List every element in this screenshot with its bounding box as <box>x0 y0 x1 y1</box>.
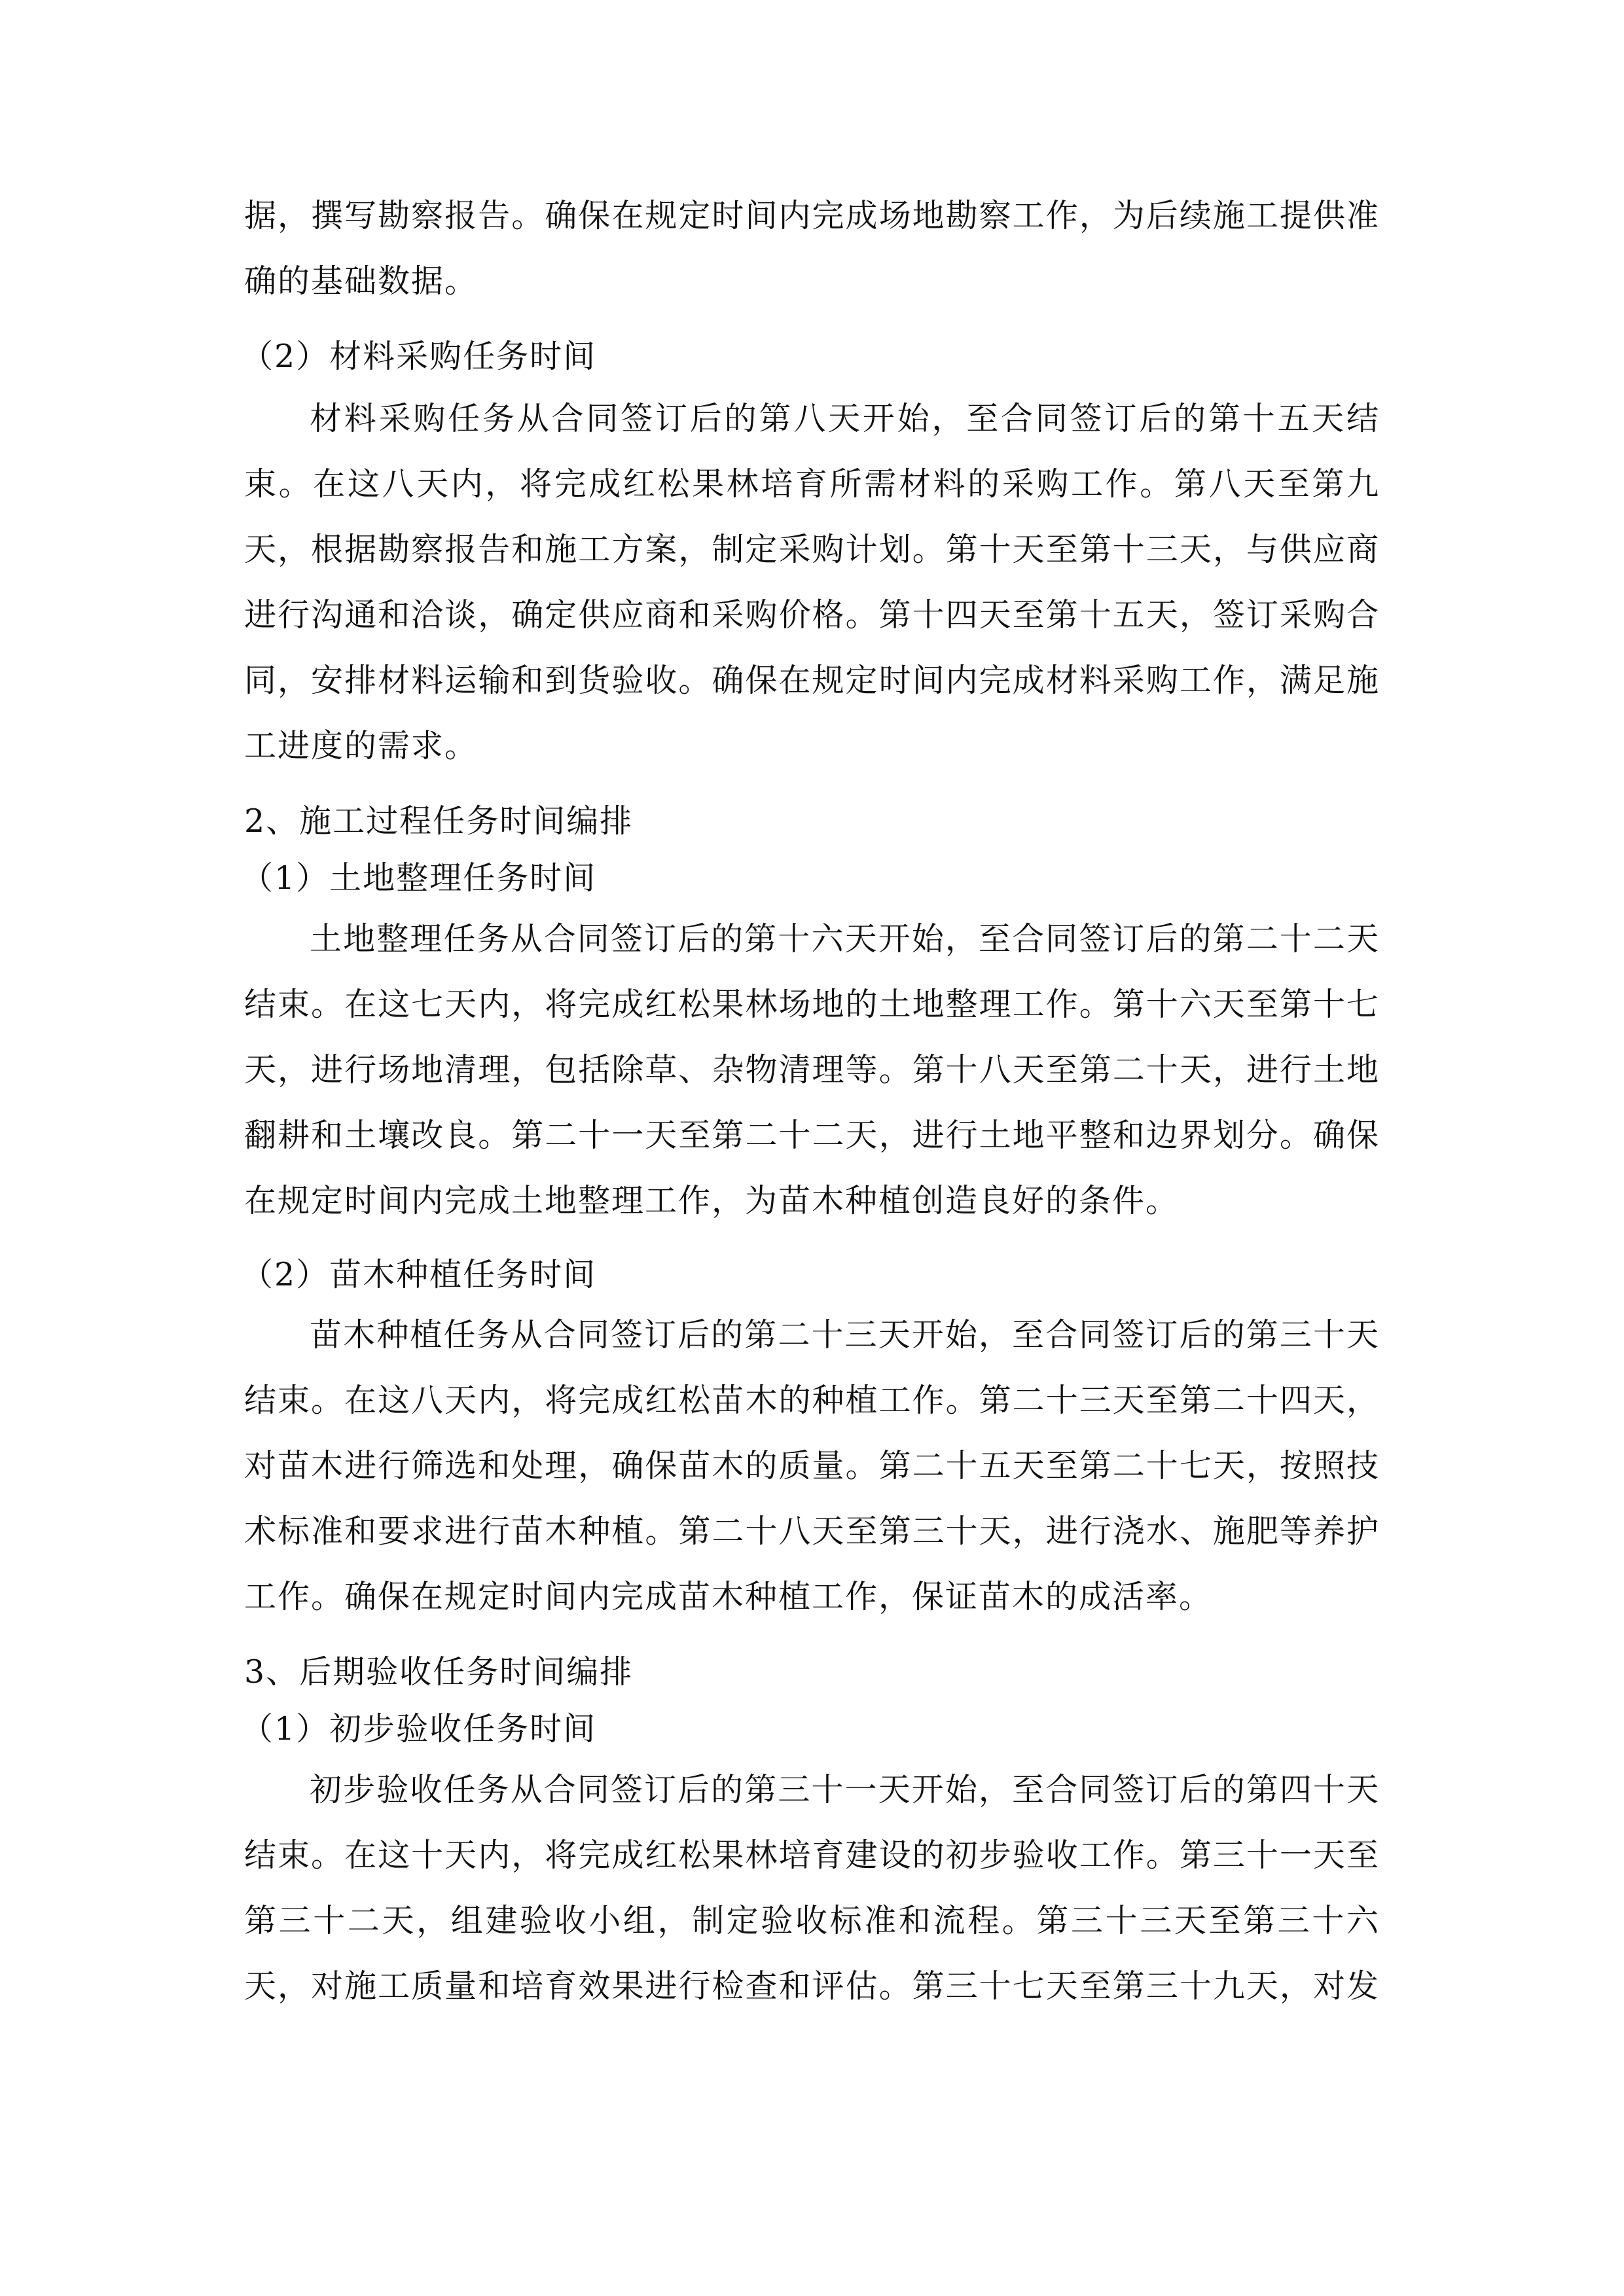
paragraph-line: 结束。在这十天内，将完成红松果林培育建设的初步验收工作。第三十一天至 <box>244 1837 1380 1874</box>
paragraph-line: 苗木种植任务从合同签订后的第二十三天开始，至合同签订后的第三十天 <box>310 1316 1380 1354</box>
subsection-heading: （2）苗木种植任务时间 <box>241 1256 597 1293</box>
paragraph-line: 天，根据勘察报告和施工方案，制定采购计划。第十天至第十三天，与供应商 <box>244 531 1380 568</box>
paragraph-line: 天，进行场地清理，包括除草、杂物清理等。第十八天至第二十天，进行土地 <box>244 1051 1380 1088</box>
paragraph-line: 同，安排材料运输和到货验收。确保在规定时间内完成材料采购工作，满足施 <box>244 662 1380 699</box>
paragraph-line: 对苗木进行筛选和处理，确保苗木的质量。第二十五天至第二十七天，按照技 <box>244 1447 1380 1484</box>
paragraph-line: 结束。在这七天内，将完成红松果林场地的土地整理工作。第十六天至第十七 <box>244 986 1380 1023</box>
paragraph-line: 材料采购任务从合同签订后的第八天开始，至合同签订后的第十五天结 <box>310 400 1380 437</box>
paragraph-line: 天，对施工质量和培育效果进行检查和评估。第三十七天至第三十九天，对发 <box>244 1967 1380 2005</box>
subsection-heading: （1）土地整理任务时间 <box>241 859 597 897</box>
paragraph-line: 在规定时间内完成土地整理工作，为苗木种植创造良好的条件。 <box>244 1182 1180 1219</box>
paragraph-line: 术标准和要求进行苗木种植。第二十八天至第三十天，进行浇水、施肥等养护 <box>244 1513 1380 1550</box>
paragraph-line: 工作。确保在规定时间内完成苗木种植工作，保证苗木的成活率。 <box>244 1578 1213 1615</box>
paragraph-line: 据，撰写勘察报告。确保在规定时间内完成场地勘察工作，为后续施工提供准 <box>244 197 1380 234</box>
subsection-heading: （1）初步验收任务时间 <box>241 1710 597 1748</box>
paragraph-line: 确的基础数据。 <box>244 262 478 300</box>
subsection-heading: （2）材料采购任务时间 <box>241 338 597 375</box>
paragraph-line: 初步验收任务从合同签订后的第三十一天开始，至合同签订后的第四十天 <box>310 1771 1380 1808</box>
paragraph-line: 第三十二天，组建验收小组，制定验收标准和流程。第三十三天至第三十六 <box>244 1902 1380 1939</box>
paragraph-line: 翻耕和土壤改良。第二十一天至第二十二天，进行土地平整和边界划分。确保 <box>244 1117 1380 1154</box>
paragraph-line: 工进度的需求。 <box>244 727 478 764</box>
paragraph-line: 进行沟通和洽谈，确定供应商和采购价格。第十四天至第十五天，签订采购合 <box>244 596 1380 634</box>
paragraph-line: 结束。在这八天内，将完成红松苗木的种植工作。第二十三天至第二十四天， <box>244 1382 1380 1419</box>
paragraph-line: 束。在这八天内，将完成红松果林培育所需材料的采购工作。第八天至第九 <box>244 465 1380 503</box>
section-heading: 3、后期验收任务时间编排 <box>244 1653 634 1691</box>
section-heading: 2、施工过程任务时间编排 <box>244 802 634 840</box>
paragraph-line: 土地整理任务从合同签订后的第十六天开始，至合同签订后的第二十二天 <box>310 920 1380 958</box>
